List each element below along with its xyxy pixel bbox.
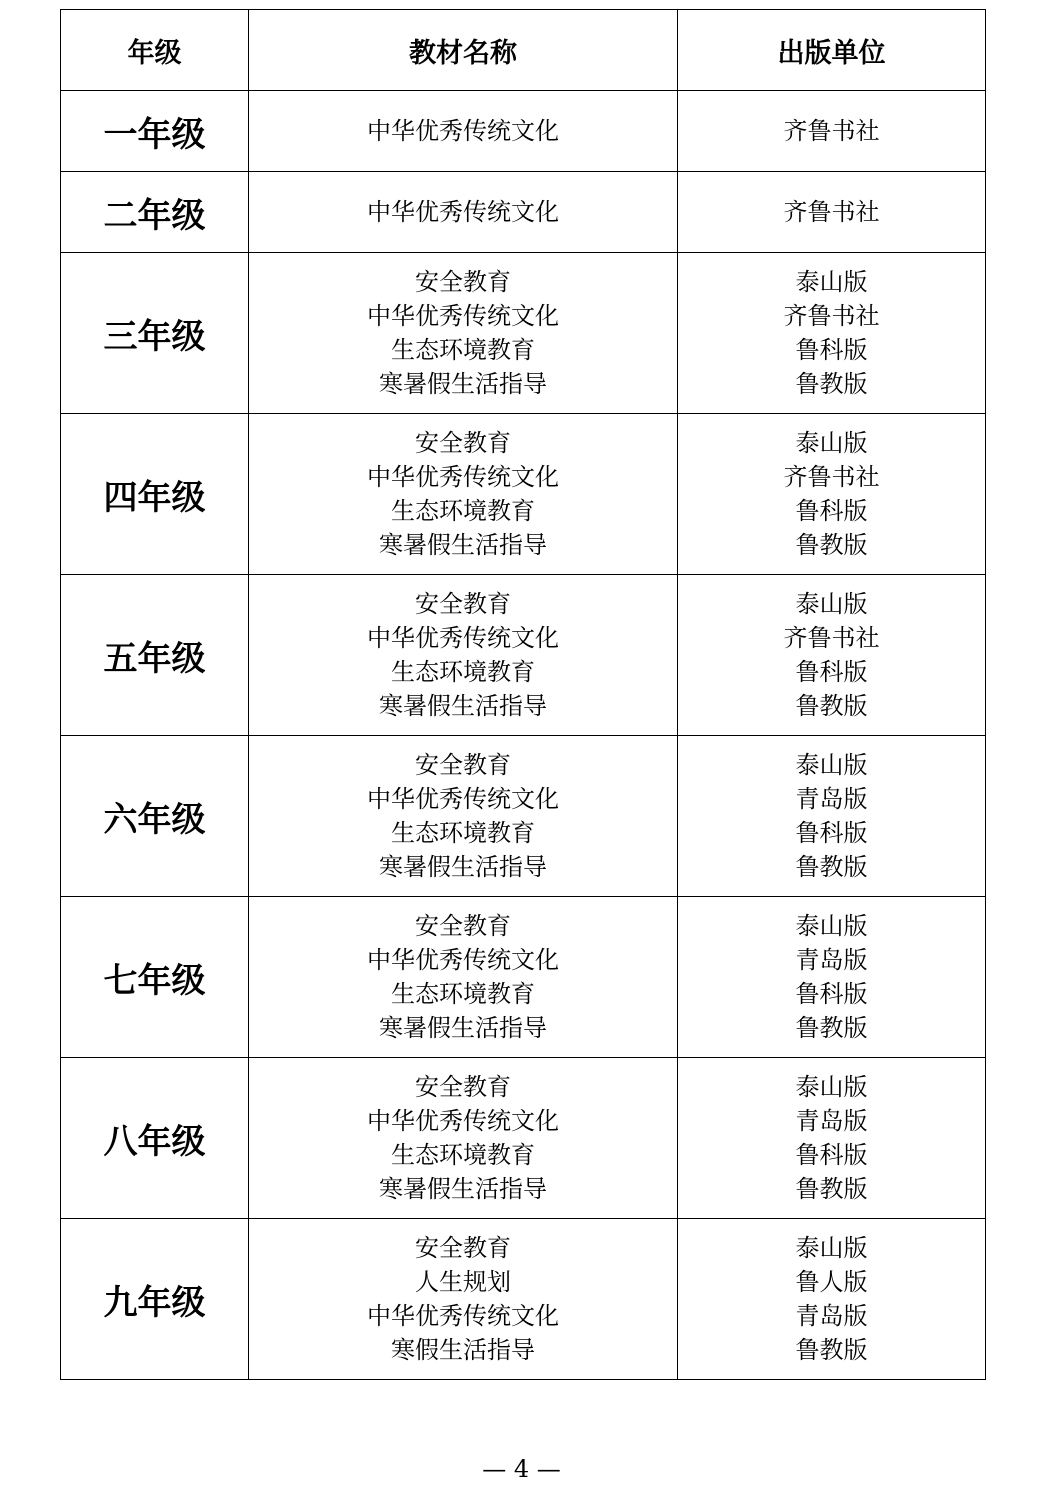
publisher-name: 鲁科版 [795, 658, 868, 686]
textbook-name: 生态环境教育 [391, 658, 535, 686]
table-row [61, 1058, 986, 1219]
textbook-cell [249, 414, 678, 575]
publisher-name: 鲁教版 [795, 1014, 868, 1042]
publisher-name: 青岛版 [795, 1302, 868, 1330]
publisher-name: 鲁科版 [795, 497, 868, 525]
textbook-name: 寒暑假生活指导 [379, 370, 547, 398]
grade-cell: 四年级 [61, 414, 249, 575]
publisher-name: 泰山版 [795, 751, 868, 779]
publisher-cell [678, 172, 986, 253]
textbook-name: 寒暑假生活指导 [379, 1175, 547, 1203]
publisher-name: 鲁科版 [795, 336, 868, 364]
textbook-table [60, 9, 986, 1380]
publisher-name: 青岛版 [795, 785, 868, 813]
table-row [61, 253, 986, 414]
textbook-name: 安全教育 [415, 1073, 511, 1101]
textbook-name: 生态环境教育 [391, 497, 535, 525]
textbook-name: 安全教育 [415, 590, 511, 618]
table-row [61, 172, 986, 253]
grade-cell: 五年级 [61, 575, 249, 736]
textbook-cell [249, 897, 678, 1058]
publisher-name: 鲁教版 [795, 370, 868, 398]
publisher-name: 齐鲁书社 [783, 624, 880, 652]
textbook-name: 安全教育 [415, 751, 511, 779]
textbook-name: 寒暑假生活指导 [379, 853, 547, 881]
textbook-name: 中华优秀传统文化 [367, 463, 559, 491]
textbook-name: 人生规划 [415, 1268, 511, 1296]
publisher-name: 泰山版 [795, 268, 868, 296]
publisher-name: 齐鲁书社 [783, 117, 880, 145]
table-row [61, 1219, 986, 1380]
grade-cell: 九年级 [61, 1219, 249, 1380]
publisher-name: 齐鲁书社 [783, 198, 880, 226]
table-row [61, 575, 986, 736]
publisher-name: 鲁教版 [795, 1175, 868, 1203]
textbook-name: 中华优秀传统文化 [367, 1302, 559, 1330]
grade-cell: 七年级 [61, 897, 249, 1058]
publisher-cell [678, 1058, 986, 1219]
publisher-cell [678, 414, 986, 575]
table-row [61, 897, 986, 1058]
textbook-name: 中华优秀传统文化 [367, 117, 559, 145]
publisher-name: 青岛版 [795, 946, 868, 974]
textbook-cell [249, 1219, 678, 1380]
publisher-name: 泰山版 [795, 1073, 868, 1101]
textbook-name: 生态环境教育 [391, 819, 535, 847]
publisher-name: 鲁科版 [795, 819, 868, 847]
textbook-name: 生态环境教育 [391, 1141, 535, 1169]
publisher-cell [678, 897, 986, 1058]
textbook-name: 生态环境教育 [391, 980, 535, 1008]
grade-cell: 一年级 [61, 91, 249, 172]
textbook-name: 寒暑假生活指导 [379, 531, 547, 559]
textbook-name: 安全教育 [415, 268, 511, 296]
publisher-cell [678, 253, 986, 414]
textbook-name: 寒暑假生活指导 [379, 692, 547, 720]
textbook-name: 安全教育 [415, 429, 511, 457]
publisher-cell [678, 736, 986, 897]
textbook-name: 中华优秀传统文化 [367, 1107, 559, 1135]
textbook-name: 寒暑假生活指导 [379, 1014, 547, 1042]
textbook-cell [249, 172, 678, 253]
table-header-row [61, 10, 986, 91]
page-number: — 4 — [482, 1455, 561, 1483]
textbook-name: 中华优秀传统文化 [367, 198, 559, 226]
publisher-name: 鲁教版 [795, 1336, 868, 1364]
publisher-name: 泰山版 [795, 429, 868, 457]
publisher-name: 鲁人版 [795, 1268, 868, 1296]
table-row [61, 414, 986, 575]
header-textbook-name: 教材名称 [249, 10, 678, 91]
textbook-cell [249, 253, 678, 414]
publisher-name: 泰山版 [795, 1234, 868, 1262]
textbook-cell [249, 1058, 678, 1219]
header-grade: 年级 [61, 10, 249, 91]
textbook-name: 中华优秀传统文化 [367, 302, 559, 330]
grade-cell: 二年级 [61, 172, 249, 253]
publisher-name: 泰山版 [795, 912, 868, 940]
publisher-name: 鲁科版 [795, 980, 868, 1008]
publisher-cell [678, 575, 986, 736]
table-row [61, 91, 986, 172]
textbook-name: 中华优秀传统文化 [367, 624, 559, 652]
grade-cell: 三年级 [61, 253, 249, 414]
textbook-cell [249, 575, 678, 736]
textbook-cell [249, 736, 678, 897]
textbook-name: 安全教育 [415, 1234, 511, 1262]
publisher-name: 鲁教版 [795, 531, 868, 559]
textbook-name: 中华优秀传统文化 [367, 785, 559, 813]
textbook-name: 中华优秀传统文化 [367, 946, 559, 974]
publisher-name: 鲁科版 [795, 1141, 868, 1169]
table-body [61, 91, 986, 1380]
textbook-name: 生态环境教育 [391, 336, 535, 364]
table-row [61, 736, 986, 897]
grade-cell: 八年级 [61, 1058, 249, 1219]
publisher-name: 鲁教版 [795, 692, 868, 720]
publisher-name: 泰山版 [795, 590, 868, 618]
grade-cell: 六年级 [61, 736, 249, 897]
textbook-name: 安全教育 [415, 912, 511, 940]
publisher-name: 齐鲁书社 [783, 463, 880, 491]
textbook-name: 寒假生活指导 [391, 1336, 535, 1364]
textbook-cell [249, 91, 678, 172]
publisher-cell [678, 91, 986, 172]
publisher-name: 鲁教版 [795, 853, 868, 881]
header-publisher: 出版单位 [678, 10, 986, 91]
publisher-name: 齐鲁书社 [783, 302, 880, 330]
publisher-name: 青岛版 [795, 1107, 868, 1135]
publisher-cell [678, 1219, 986, 1380]
